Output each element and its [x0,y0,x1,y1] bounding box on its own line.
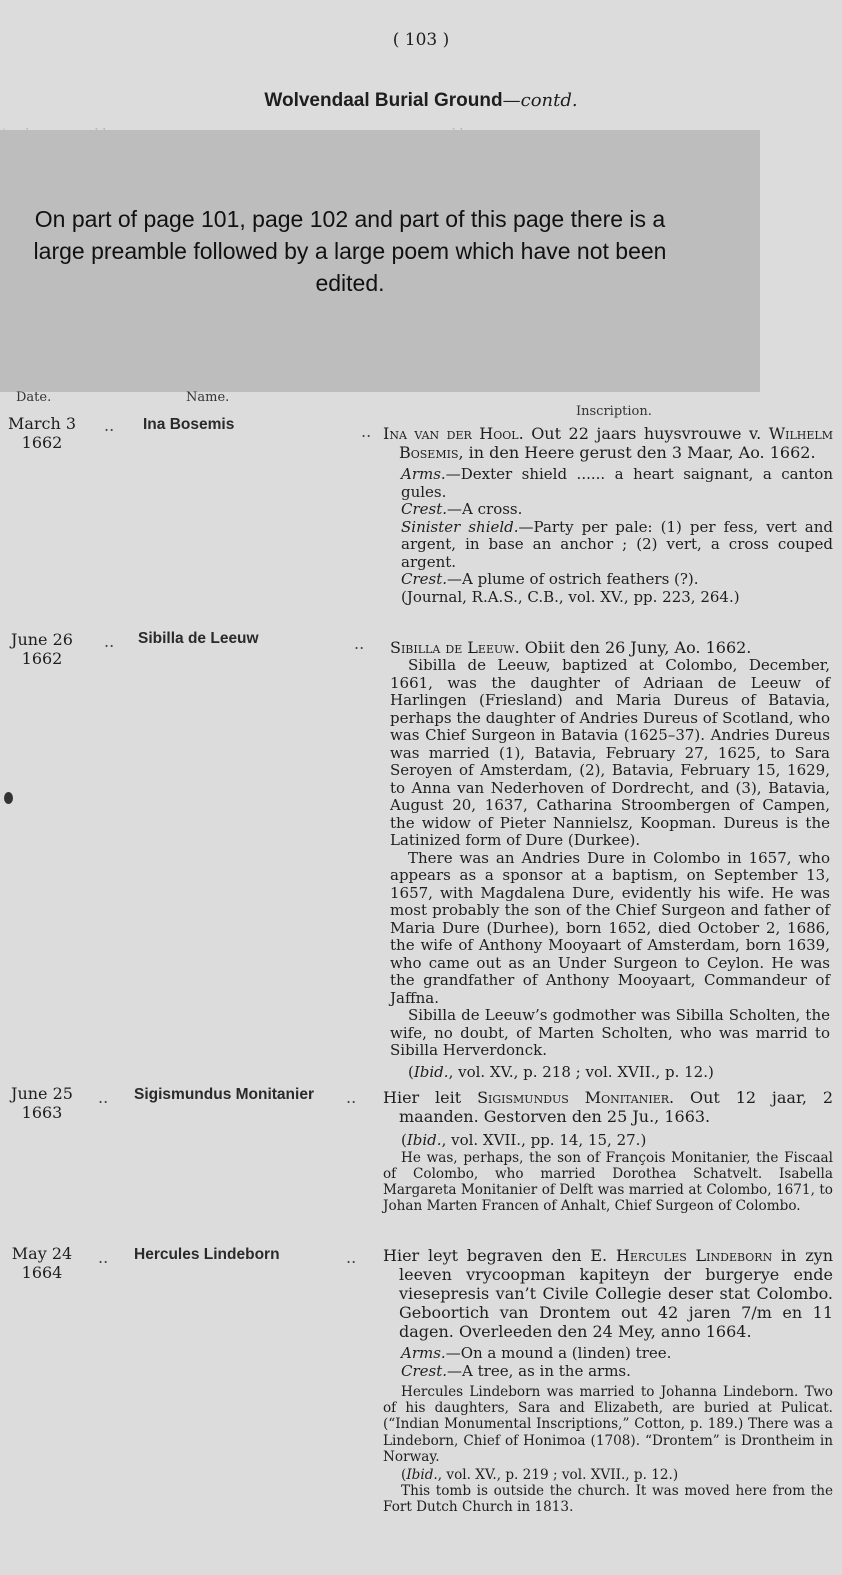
header-date: Date. [16,390,52,405]
title-main: Wolvendaal Burial Ground [264,90,503,111]
leader-dots: .. [98,1088,109,1107]
reference: (Journal, R.A.S., C.B., vol. XV., pp. 223, 264.) [401,587,740,606]
reference: (Ibid., vol. XVII., pp. 14, 15, 27.) [401,1131,647,1149]
entry-name: Hercules Lindeborn [134,1246,280,1263]
page-title [0,90,842,112]
leader-dots: .. [346,1248,357,1267]
leader-dots: .. [98,1248,109,1267]
page-number: ( 103 ) [392,30,450,50]
ink-blot [4,792,13,804]
leader-dots: .. [104,632,115,651]
entry-date: June 26 1662 [11,630,73,668]
header-inscription: Inscription. [576,404,652,419]
note-crest: Crest.—A cross. [401,500,523,518]
entry-inscription: Ina van der Hool. Out 22 jaars huysvrouwe v. Wilhelm Bosemis, in den Heere gerust den 3 Maar, Ao. 1662. Arms.—Dexter shield ...... a heart saignant, a canton gules. Crest.—A cross. Sinister shield.—Party per pale: (1) per fess, vert and argent, in base an anchor ; (2) vert, a cross couped argent. Crest.—A plume of ostrich feathers (?). (Journal, R.A.S., C.B., vol. XV., pp. 223, 264.) [383,424,833,606]
reference: (Ibid., vol. XV., p. 218 ; vol. XVII., p. 12.) [408,1062,714,1081]
entry-inscription: Hier leit Sigismundus Monitanier. Out 12 jaar, 2 maanden. Gestorven den 25 Ju., 1663. (Ibid., vol. XVII., pp. 14, 15, 27.) He was, perhaps, the son of François Monitanier, the Fiscaal of Colombo, who married Dorothea Schatvelt. Isabella Margareta Monitanier of Delft was married at Colombo, 1671, to Johan Marten Francen of Anhalt, Chief Surgeon of Colombo. [383,1088,833,1215]
entry-date: March 3 1662 [7,414,77,452]
entry-name: Ina Bosemis [143,416,235,433]
editor-note-overlay [0,130,760,392]
entry-inscription: Hier leyt begraven den E. Hercules Lindeborn in zyn leeven vrycoopman kapiteyn der burgerye ende viesepresis van’t Civile Collegie deser stat Colombo. Geboortich van Drontem out 42 jaren 7/m en 11 dagen. Overleeden den 24 Mey, anno 1664. Arms.—On a mound a (linden) tree. Crest.—A tree, as in the arms. Hercules Lindeborn was married to Johanna Lindeborn. Two of his daughters, Sara and Elizabeth, are buried at Pulicat. (“Indian Monumental Inscriptions,” Cotton, p. 189.) There was a Lindeborn, Chief of Honimoa (1708). “Drontem” is Drontheim in Norway. (Ibid., vol. XV., p. 219 ; vol. XVII., p. 12.) This tomb is outside the church. It was moved here from the Fort Dutch Church in 1813. [383,1246,833,1516]
entry-inscription: Sibilla de Leeuw. Obiit den 26 Juny, Ao. 1662. Sibilla de Leeuw, baptized at Colombo, December, 1661, was the daughter of Adriaan de Leeuw of Harlingen (Friesland) and Maria Dureus of Batavia, perhaps the daughter of Andries Dureus of Scotland, who was Chief Surgeon in Batavia (1625–37). Andries Dureus was married (1), Batavia, February 27, 1625, to Sara Seroyen of Amsterdam, (2), Batavia, February 15, 1629, to Anna van Nederhoven of Dordrecht, and (3), Batavia, August 20, 1637, Catharina Stroombergen of Campen, the widow of Pieter Nannielsz, Koopman. Dureus is the Latinized form of Dure (Durkee). There was an Andries Dure in Colombo in 1657, who appears as a sponsor at a baptism, on September 13, 1657, with Magdalena Dure, evidently his wife. He was most probably the son of the Chief Surgeon and father of Maria Dure (Durhee), born 1652, died October 2, 1686, the wife of Anthony Mooyaart of Amsterdam, born 1639, who came out as an Under Surgeon to Ceylon. He was the grandfather of Anthony Mooyaart, Commandeur of Jaffna. Sibilla de Leeuw’s godmother was Sibilla Scholten, the wife, no doubt, of Marten Scholten, who was marrid to Sibilla Herverdonck. (Ibid., vol. XV., p. 218 ; vol. XVII., p. 12.) [390,638,830,1081]
entry-date: May 24 1664 [11,1244,73,1282]
note-sinister-shield: Sinister shield.—Party per pale: (1) per fess, vert and argent, in base an anchor ; (2) vert, a cross couped argent. [401,517,833,571]
leader-dots: .. [361,422,372,441]
entry-date: June 25 1663 [11,1084,73,1122]
leader-dots: .. [346,1088,357,1107]
header-name: Name. [186,390,230,405]
note-arms: Arms.—On a mound a (linden) tree. [401,1344,672,1362]
reference: (Ibid., vol. XV., p. 219 ; vol. XVII., p. 12.) [401,1467,679,1484]
entry-name: Sibilla de Leeuw [138,630,259,647]
note-arms: Arms.—Dexter shield ...... a heart saignant, a canton gules. [401,465,833,501]
title-contd: —contd. [502,90,578,111]
editor-note-text: On part of page 101, page 102 and part of this page there is a large preamble followed by a large poem which have not been edited. [33,206,667,296]
entry-name: Sigismundus Monitanier [134,1086,314,1103]
note-crest: Crest.—A plume of ostrich feathers (?). [401,570,699,588]
leader-dots: .. [354,634,365,653]
note-crest: Crest.—A tree, as in the arms. [401,1361,631,1380]
leader-dots: .. [104,416,115,435]
